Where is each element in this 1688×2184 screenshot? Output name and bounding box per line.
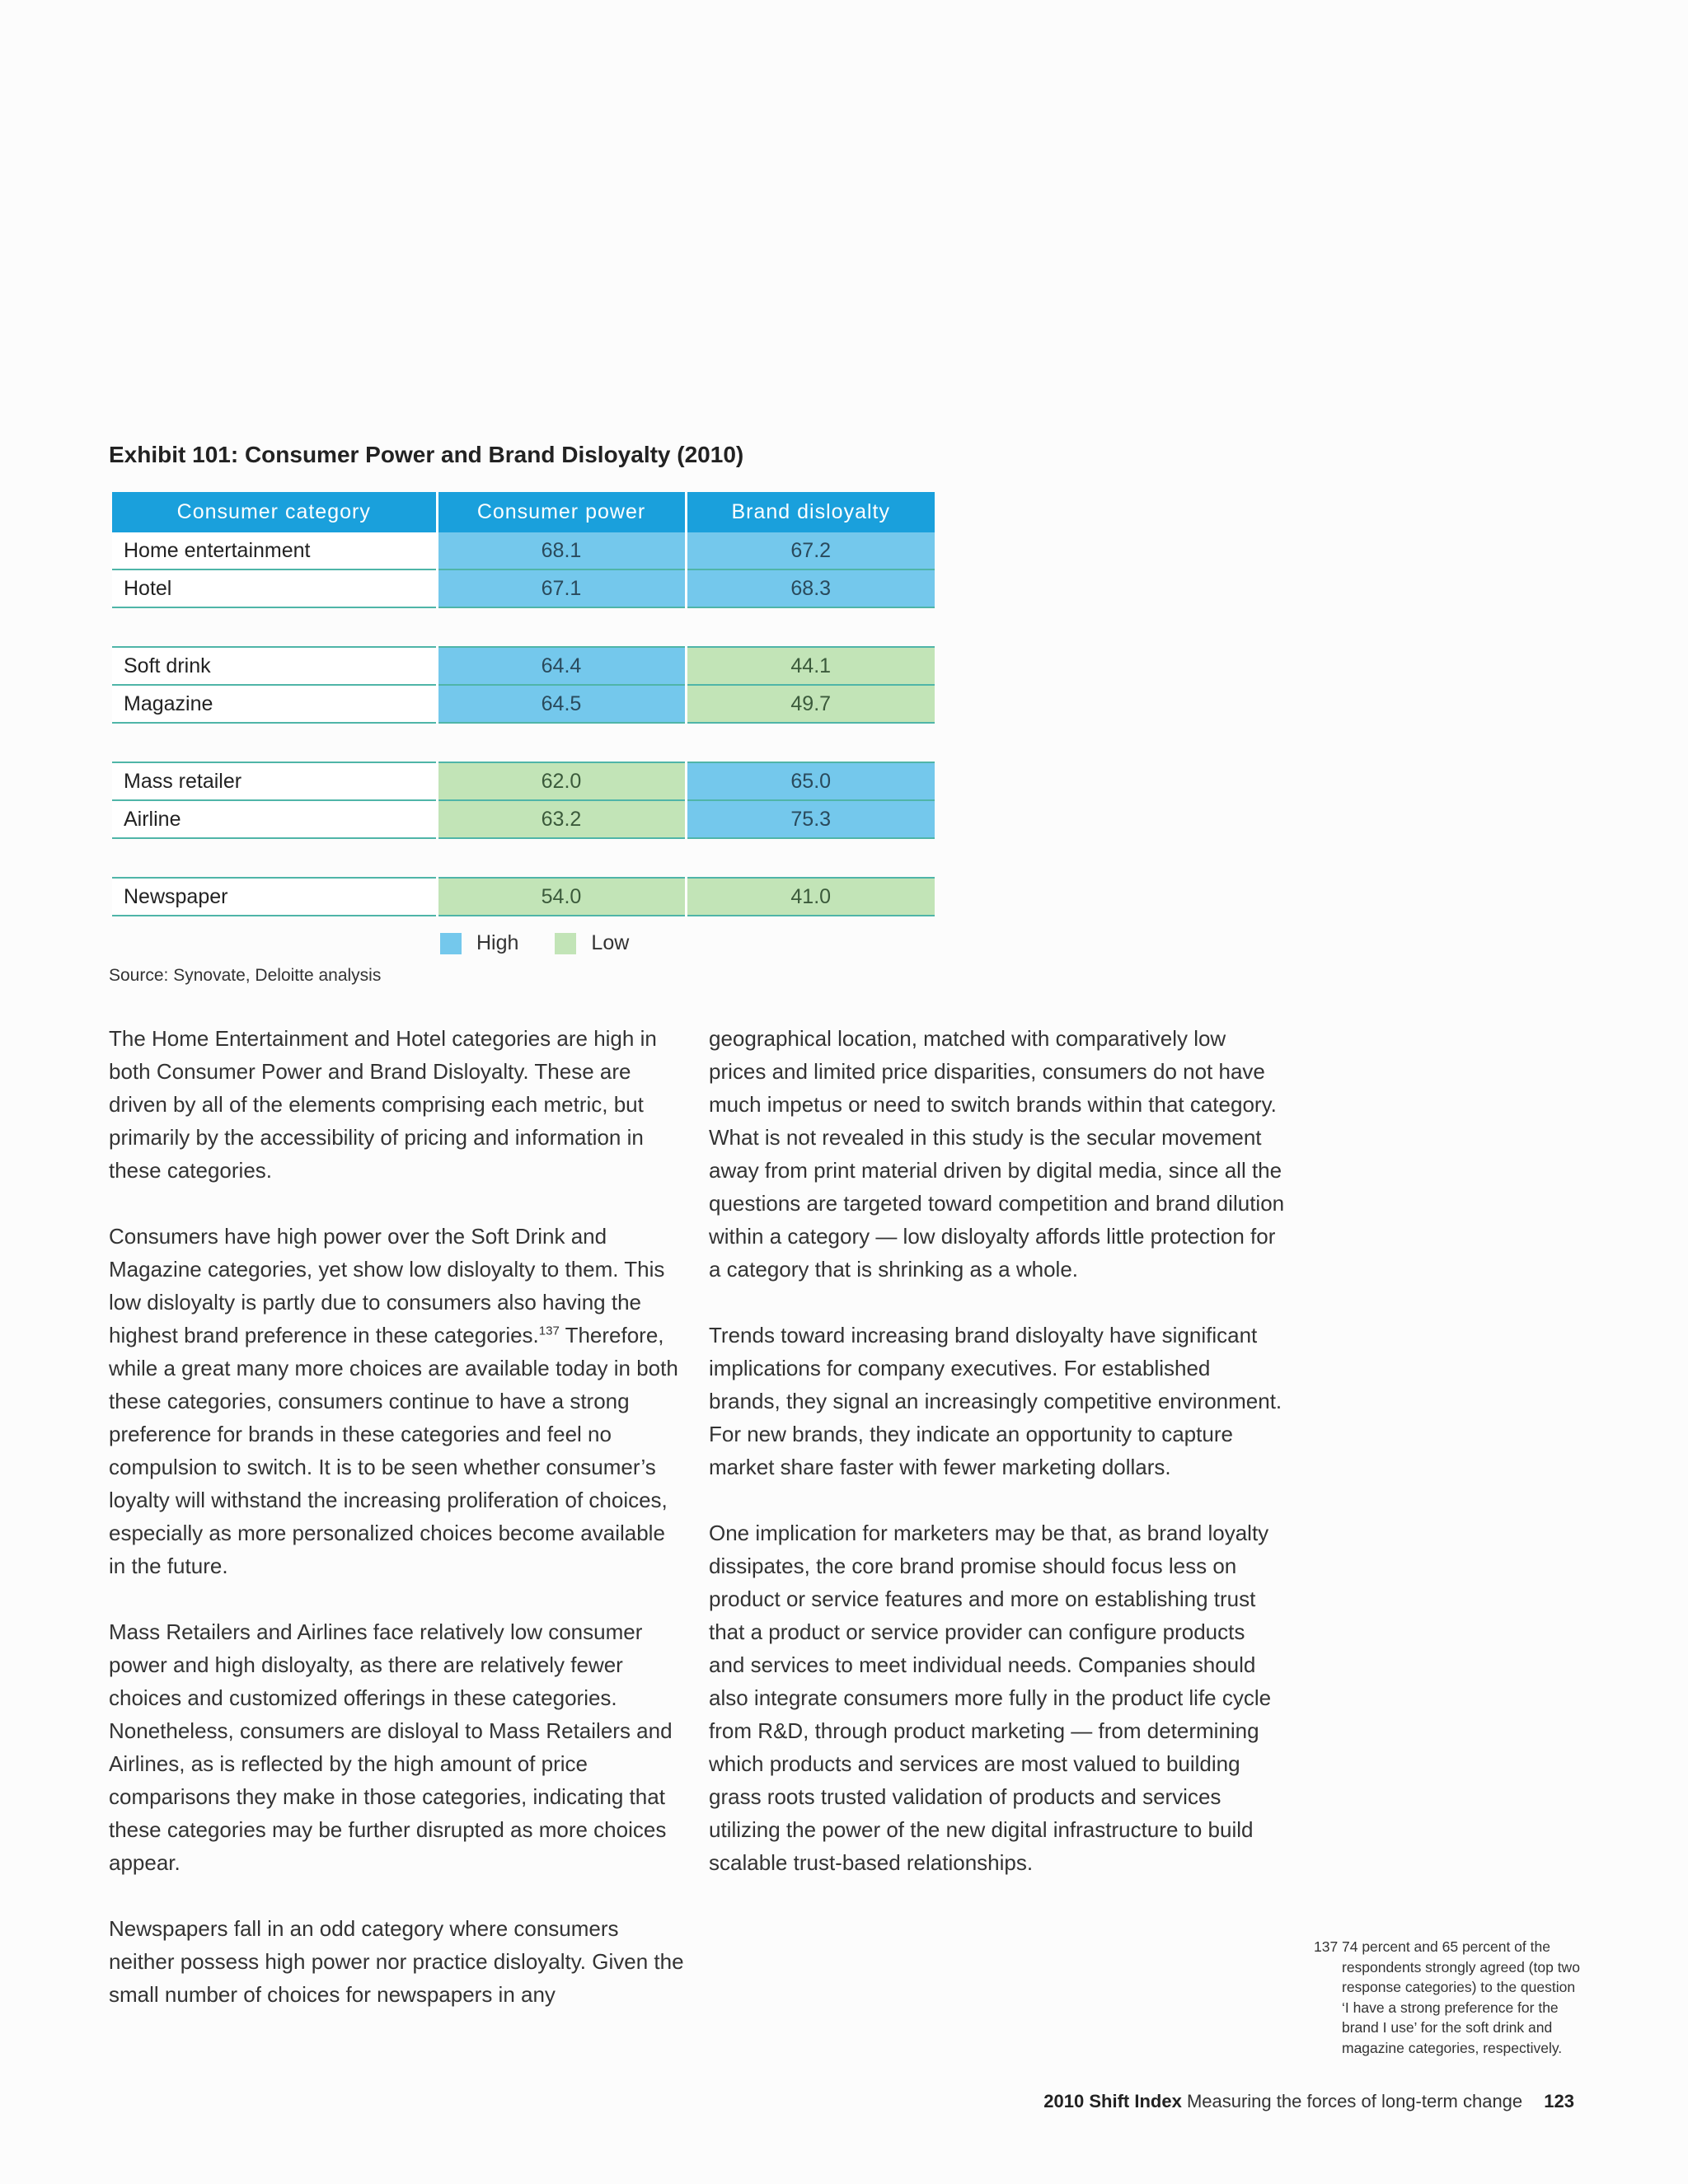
group-spacer	[112, 723, 935, 762]
category-cell: Magazine	[112, 685, 437, 723]
disloyalty-cell: 41.0	[686, 878, 935, 916]
paragraph: geographical location, matched with comparatively low prices and limited price disparities, consumers do not have much impetus or need to switch brands within that category. What is not revealed in this study is the secular movement away from print material driven by digital media, since all the questions are targeted toward competition and brand dilution within a category — low disloyalty affords little protection for a category that is shrinking as a whole.	[709, 1026, 1285, 1282]
disloyalty-cell: 75.3	[686, 800, 935, 838]
power-cell: 64.5	[437, 685, 686, 723]
table-row	[112, 569, 935, 607]
footer-brand: 2010 Shift Index	[1043, 2091, 1182, 2111]
category-cell: Soft drink	[112, 647, 437, 685]
paragraph: Trends toward increasing brand disloyalty have significant implications for company executives. For established brands, they signal an increasingly competitive environment. For new brands, they indicate an opportunity to capture market share faster with fewer marketing dollars.	[709, 1323, 1282, 1479]
header-brand-disloyalty: Brand disloyalty	[686, 492, 935, 532]
exhibit-title: Exhibit 101: Consumer Power and Brand Disloyalty (2010)	[109, 442, 744, 467]
table-header-row	[112, 492, 935, 532]
legend-label-low: Low	[591, 931, 630, 954]
category-cell: Hotel	[112, 569, 437, 607]
paragraph: One implication for marketers may be that, as brand loyalty dissipates, the core brand promise should focus less on product or service features and more on establishing trust that a product or service provider can configure products and services to meet individual needs. Companies should also integrate consumers more fully in the product life cycle from R&D, through product marketing — from determining which products and services are most valued to building grass roots trusted validation of products and services utilizing the power of the new digital infrastructure to build scalable trust-based relationships.	[709, 1521, 1272, 1875]
table-row	[112, 532, 935, 569]
power-cell: 64.4	[437, 647, 686, 685]
paragraph: Newspapers fall in an odd category where consumers neither possess high power nor practice disloyalty. Given the small number of choices for newspapers in any	[109, 1916, 684, 2007]
paragraph-text: Consumers have high power over the Soft Drink and Magazine categories, yet show low disloyalty to them. This low disloyalty is partly due to consumers also having the highest brand preference in these categories.	[109, 1224, 665, 1347]
page-footer	[1043, 2091, 1574, 2112]
category-cell: Home entertainment	[112, 532, 437, 569]
paragraph	[109, 1220, 686, 1582]
legend-swatch-low	[555, 933, 576, 954]
exhibit-table	[112, 492, 935, 916]
category-cell: Newspaper	[112, 878, 437, 916]
disloyalty-cell: 44.1	[686, 647, 935, 685]
power-cell: 68.1	[437, 532, 686, 569]
footer-tagline: Measuring the forces of long-term change	[1186, 2091, 1523, 2111]
power-cell: 62.0	[437, 762, 686, 800]
disloyalty-cell: 67.2	[686, 532, 935, 569]
legend-label-high: High	[476, 931, 519, 954]
table-row	[112, 762, 935, 800]
category-cell: Mass retailer	[112, 762, 437, 800]
power-cell: 67.1	[437, 569, 686, 607]
header-consumer-power: Consumer power	[437, 492, 686, 532]
header-consumer-category: Consumer category	[112, 492, 437, 532]
table-row	[112, 685, 935, 723]
disloyalty-cell: 49.7	[686, 685, 935, 723]
page-number: 123	[1544, 2091, 1574, 2111]
footnote-number: 137	[1314, 1938, 1339, 1955]
group-spacer	[112, 838, 935, 878]
disloyalty-cell: 68.3	[686, 569, 935, 607]
footnote-text: 74 percent and 65 percent of the respondents strongly agreed (top two response categories) to the question ‘I have a strong preference for the brand I use’ for the soft drink and magazine categories, respectively.	[1342, 1938, 1580, 2056]
table-row	[112, 878, 935, 916]
table-row	[112, 647, 935, 685]
source-note: Source: Synovate, Deloitte analysis	[109, 966, 382, 985]
power-cell: 63.2	[437, 800, 686, 838]
body-column-right	[709, 1022, 1286, 1912]
legend-item-high	[440, 931, 518, 955]
footnote	[1314, 1937, 1586, 2058]
category-cell: Airline	[112, 800, 437, 838]
legend	[440, 931, 665, 955]
table-row	[112, 800, 935, 838]
legend-swatch-high	[440, 933, 462, 954]
paragraph: The Home Entertainment and Hotel categories are high in both Consumer Power and Brand Disloyalty. These are driven by all of the elements comprising each metric, but primarily by the accessibility of pricing and information in these categories.	[109, 1026, 657, 1183]
paragraph-text: Therefore, while a great many more choices are available today in both these categories, consumers continue to have a strong preference for brands in these categories and feel no compulsion to switch. It is to be seen whether consumer’s loyalty will withstand the increasing proliferation of choices, especially as more personalized choices become available in the future.	[109, 1323, 678, 1578]
disloyalty-cell: 65.0	[686, 762, 935, 800]
body-column-left	[109, 1022, 686, 2044]
power-cell: 54.0	[437, 878, 686, 916]
legend-item-low	[555, 931, 629, 955]
paragraph: Mass Retailers and Airlines face relatively low consumer power and high disloyalty, as there are relatively fewer choices and customized offerings in these categories. Nonetheless, consumers are disloyal to Mass Retailers and Airlines, as is reflected by the high amount of price comparisons they make in those categories, indicating that these categories may be further disrupted as more choices appear.	[109, 1619, 673, 1875]
group-spacer	[112, 607, 935, 647]
footnote-ref: 137	[538, 1324, 560, 1338]
